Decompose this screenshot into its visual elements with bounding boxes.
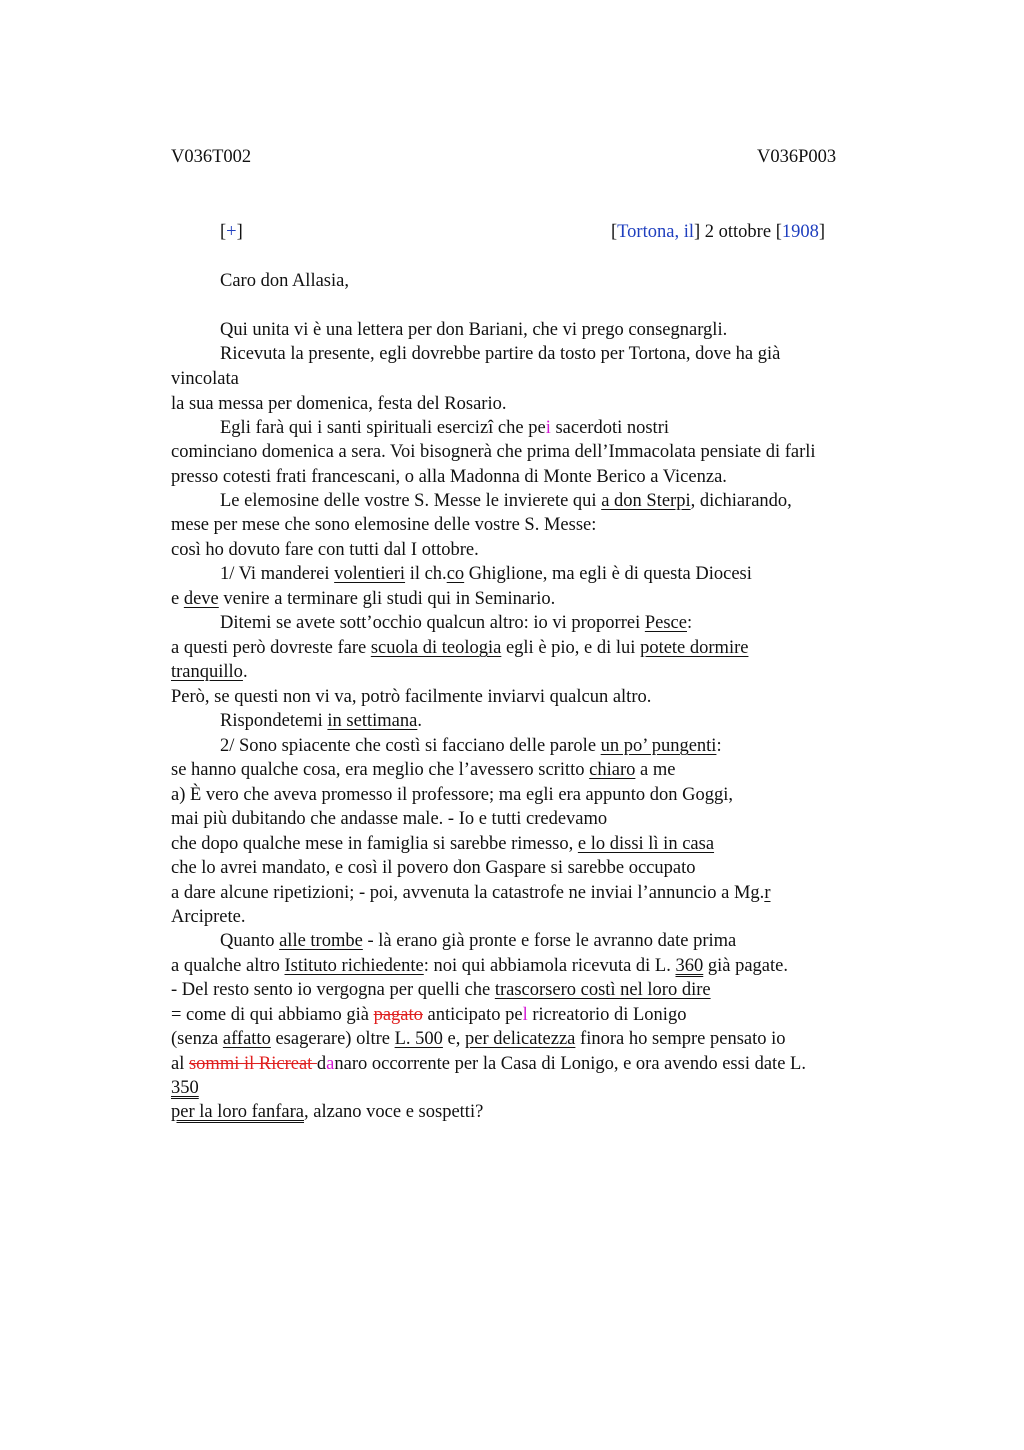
- text-line: e deve venire a terminare gli studi qui in Seminario.: [171, 589, 556, 609]
- insertion: i: [545, 418, 551, 438]
- insertion: a: [326, 1054, 335, 1074]
- underlined-text: chiaro: [589, 760, 636, 780]
- text-line: che lo avrei mandato, e così il povero don Gaspare si sarebbe occupato: [171, 858, 696, 878]
- underlined-text: Istituto richiedente: [284, 956, 424, 976]
- text-line: Ditemi se avete sott’occhio qualcun altro: io vi proporrei Pesce:: [220, 613, 693, 633]
- document-code-right: V036P003: [757, 147, 837, 167]
- text-line: che dopo qualche mese in famiglia si sarebbe rimesso, e lo dissi lì in casa: [171, 834, 715, 854]
- text-line: 2/ Sono spiacente che costì si facciano delle parole un po’ pungenti:: [220, 736, 722, 756]
- text-line: se hanno qualche cosa, era meglio che l’avessero scritto chiaro a me: [171, 760, 676, 780]
- double-underlined-text: 350: [171, 1078, 199, 1098]
- text-line: Quanto alle trombe - là erano già pronte e forse le avranno date prima: [220, 931, 737, 951]
- text-line: al sommi il Ricreat danaro occorrente per la Casa di Lonigo, e ora avendo essi date L.: [171, 1054, 806, 1074]
- underlined-text: co: [446, 564, 465, 584]
- year: 1908: [781, 222, 819, 242]
- date: 2 ottobre: [704, 222, 772, 242]
- text-line: per la loro fanfara, alzano voce e sospetti?: [171, 1102, 484, 1122]
- deleted-text: sommi il Ricreat: [188, 1054, 317, 1074]
- editorial-cross-mark: [+]: [220, 222, 243, 242]
- text-line: presso cotesti frati francescani, o alla Madonna di Monte Berico a Vicenza.: [171, 467, 727, 487]
- text-line: Ricevuta la presente, egli dovrebbe partire da tosto per Tortona, dove ha già: [220, 344, 781, 364]
- underlined-text: un po’ pungenti: [600, 736, 717, 756]
- insertion: l: [522, 1005, 528, 1025]
- underlined-text: e lo dissi lì in casa: [577, 834, 715, 854]
- underlined-text: trascorsero costì nel loro dire: [494, 980, 711, 1000]
- text-line: tranquillo.: [171, 662, 248, 682]
- underlined-text: deve: [183, 589, 219, 609]
- text-line: Egli farà qui i santi spirituali esercizî che pei sacerdoti nostri: [220, 418, 669, 438]
- text-line: a dare alcune ripetizioni; - poi, avvenuta la catastrofe ne inviai l’annuncio a Mg.r: [171, 883, 771, 903]
- double-underlined-text: 360: [675, 956, 704, 976]
- underlined-text: r: [764, 883, 771, 903]
- underlined-text: scuola di teologia: [370, 638, 502, 658]
- underlined-text: a don Sterpi: [601, 491, 691, 511]
- underlined-text: volentieri: [334, 564, 406, 584]
- underlined-text: Pesce: [644, 613, 687, 633]
- text-line: mai più dubitando che andasse male. - Io e tutti credevamo: [171, 809, 608, 829]
- text-line: = come di qui abbiamo già pagato anticipato pel ricreatorio di Lonigo: [171, 1005, 687, 1025]
- document-code-left: V036T002: [171, 147, 252, 167]
- underlined-text: tranquillo: [171, 662, 243, 682]
- text-line: (senza affatto esagerare) oltre L. 500 e, per delicatezza finora ho sempre pensato io: [171, 1029, 786, 1049]
- underlined-text: per delicatezza: [465, 1029, 576, 1049]
- underlined-text: alle trombe: [279, 931, 363, 951]
- text-line: Però, se questi non vi va, potrò facilmente inviarvi qualcun altro.: [171, 687, 652, 707]
- text-line: così ho dovuto fare con tutti dal I ottobre.: [171, 540, 479, 560]
- text-line: - Del resto sento io vergogna per quelli che trascorsero costì nel loro dire: [171, 980, 711, 1000]
- text-line: a qualche altro Istituto richiedente: noi qui abbiamola ricevuta di L. 360 già pagate.: [171, 956, 788, 976]
- underlined-text: in settimana: [327, 711, 418, 731]
- text-line: la sua messa per domenica, festa del Rosario.: [171, 394, 507, 414]
- text-line: Qui unita vi è una lettera per don Bariani, che vi prego consegnargli.: [220, 320, 728, 340]
- text-line: Arciprete.: [171, 907, 246, 927]
- text-line: mese per mese che sono elemosine delle vostre S. Messe:: [171, 515, 597, 535]
- text-line: Rispondetemi in settimana.: [220, 711, 422, 731]
- underlined-text: potete dormire: [640, 638, 749, 658]
- letter-dateline: [Tortona, il] 2 ottobre [1908]: [611, 222, 826, 242]
- place: Tortona, il: [617, 222, 694, 242]
- underlined-text: L. 500: [394, 1029, 443, 1049]
- text-line: vincolata: [171, 369, 239, 389]
- underlined-text: affatto: [222, 1029, 271, 1049]
- text-line: a questi però dovreste fare scuola di teologia egli è pio, e di lui potete dormire: [171, 638, 749, 658]
- deleted-text: pagato: [373, 1005, 423, 1025]
- text-line: a) È vero che aveva promesso il professore; ma egli era appunto don Goggi,: [171, 785, 734, 805]
- salutation: Caro don Allasia,: [220, 271, 349, 291]
- text-line: 1/ Vi manderei volentieri il ch.co Ghiglione, ma egli è di questa Diocesi: [220, 564, 752, 584]
- text-line: cominciano domenica a sera. Voi bisognerà che prima dell’Immacolata pensiate di farli: [171, 442, 816, 462]
- text-line: Le elemosine delle vostre S. Messe le invierete qui a don Sterpi, dichiarando,: [220, 491, 792, 511]
- text-line: [171, 1077, 199, 1099]
- double-underlined-text: per la loro fanfara: [171, 1102, 305, 1122]
